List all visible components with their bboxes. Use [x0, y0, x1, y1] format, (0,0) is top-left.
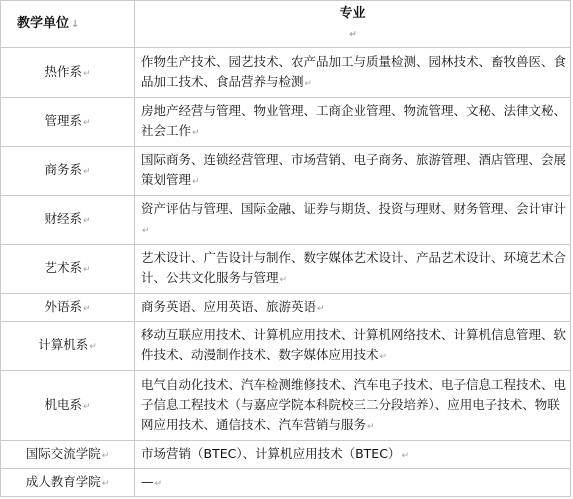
paragraph-mark: ↵	[142, 226, 150, 236]
paragraph-mark: ↵	[82, 401, 91, 412]
table-row	[1, 469, 571, 497]
paragraph-mark: ↵	[192, 128, 200, 138]
unit-cell	[1, 469, 135, 497]
paragraph-mark: ↵	[101, 478, 110, 489]
paragraph-mark: ↵	[367, 421, 375, 432]
header-arrow-mark: ↓	[71, 18, 80, 30]
unit-cell	[1, 48, 135, 98]
table-header-row	[1, 1, 571, 48]
unit-cell	[1, 245, 135, 294]
paragraph-mark: ↵	[379, 352, 388, 362]
majors-cell	[135, 196, 571, 245]
table-row	[1, 48, 571, 98]
paragraph-mark: ↵	[82, 303, 91, 314]
unit-cell	[1, 147, 135, 196]
paragraph-mark: ↵	[279, 275, 288, 285]
unit-name: 机电系	[44, 396, 82, 412]
majors-text: 资产评估与管理、国际金融、证券与期货、投资与理财、财务管理、会计审计	[141, 201, 567, 216]
majors-cell	[135, 469, 571, 497]
majors-cell	[135, 441, 571, 469]
paragraph-mark: ↵	[82, 68, 91, 79]
paragraph-mark: ↵	[154, 478, 163, 489]
majors-cell	[135, 245, 571, 294]
paragraph-mark: ↵	[82, 265, 91, 275]
paragraph-mark: ↵	[401, 450, 409, 461]
table-row	[1, 322, 571, 371]
unit-cell	[1, 322, 135, 371]
paragraph-mark: ↵	[82, 216, 91, 226]
majors-text: —	[141, 473, 154, 489]
majors-text: 艺术设计、广告设计与制作、数字媒体艺术设计、产品艺术设计、环境艺术合计、公共文化服务与管理	[141, 250, 567, 285]
majors-cell	[135, 48, 571, 98]
table-row	[1, 98, 571, 147]
table-row	[1, 441, 571, 469]
paragraph-mark: ↵	[349, 29, 357, 40]
unit-name: 成人教育学院	[25, 473, 101, 489]
majors-cell	[135, 322, 571, 371]
header-unit-cell	[1, 1, 135, 48]
majors-text: 国际商务、连锁经营管理、市场营销、电子商务、旅游管理、酒店管理、会展策划管理	[141, 152, 567, 187]
unit-name: 计算机系	[38, 337, 89, 352]
unit-name: 热作系	[44, 63, 82, 79]
majors-cell	[135, 371, 571, 441]
paragraph-mark: ↵	[304, 78, 313, 89]
majors-text: 作物生产技术、园艺技术、农产品加工与质量检测、园林技术、畜牧兽医、食品加工技术、食品营养与检测	[141, 53, 567, 89]
majors-text: 市场营销（BTEC）、计算机应用技术（BTEC）	[141, 445, 401, 461]
table-row	[1, 245, 571, 294]
paragraph-mark: ↵	[101, 450, 110, 461]
unit-name: 国际交流学院	[25, 445, 101, 461]
header-major-cell	[135, 1, 571, 48]
unit-name: 外语系	[44, 298, 82, 314]
majors-text: 商务英语、应用英语、旅游英语	[141, 298, 317, 314]
unit-cell	[1, 294, 135, 322]
paragraph-mark: ↵	[82, 118, 91, 128]
unit-cell	[1, 371, 135, 441]
majors-cell	[135, 98, 571, 147]
majors-cell	[135, 147, 571, 196]
majors-text: 移动互联应用技术、计算机应用技术、计算机网络技术、计算机信息管理、软件技术、动漫制作技术、数字媒体应用技术	[141, 327, 567, 362]
unit-cell	[1, 98, 135, 147]
unit-name: 管理系	[44, 113, 82, 128]
unit-name: 商务系	[44, 162, 82, 177]
table-row	[1, 294, 571, 322]
paragraph-mark: ↵	[89, 342, 97, 352]
unit-name: 财经系	[44, 211, 82, 226]
table-row	[1, 371, 571, 441]
unit-cell	[1, 441, 135, 469]
paragraph-mark: ↵	[317, 303, 325, 314]
table-row	[1, 147, 571, 196]
majors-text: 电气自动化技术、汽车检测维修技术、汽车电子技术、电子信息工程技术、电子信息工程技术（与嘉应学院本科院校三二分段培养）、应用电子技术、物联网应用技术、通信技术、汽车营销与服务	[141, 376, 567, 432]
paragraph-mark: ↵	[192, 177, 200, 187]
header-unit-label: 教学单位	[17, 15, 70, 31]
table-row	[1, 196, 571, 245]
paragraph-mark: ↵	[82, 167, 91, 177]
unit-cell	[1, 196, 135, 245]
unit-name: 艺术系	[44, 260, 82, 275]
majors-text: 房地产经营与管理、物业管理、工商企业管理、物流管理、文秘、法律文秘、社会工作	[141, 103, 567, 138]
header-major-label: 专业	[339, 5, 366, 21]
majors-cell	[135, 294, 571, 322]
